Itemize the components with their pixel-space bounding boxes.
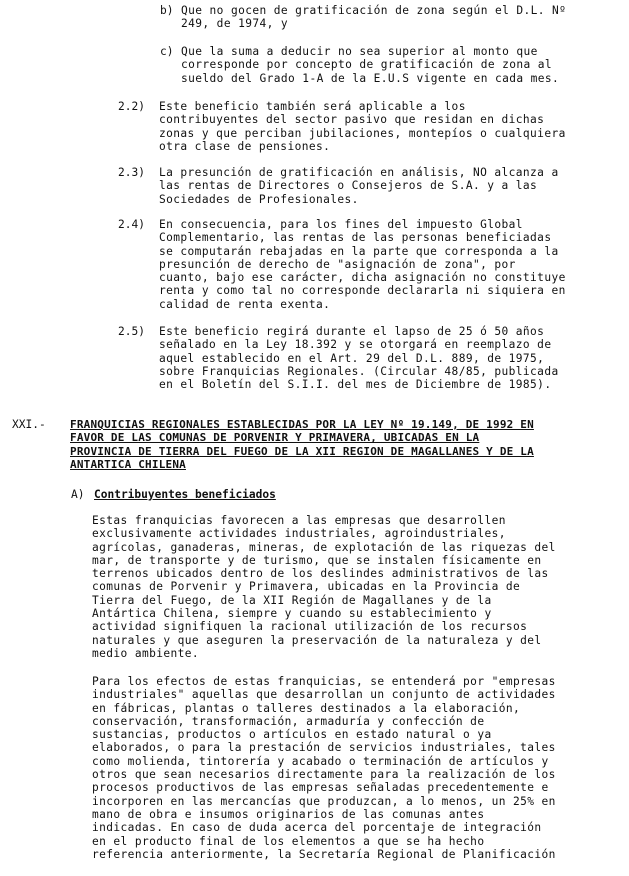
heading-line: FAVOR DE LAS COMUNAS DE PORVENIR Y PRIMAVERA, UBICADAS EN LA <box>70 431 480 445</box>
text-line: sustancias, productos o artículos en estado natural o ya <box>92 728 492 742</box>
heading-line: PROVINCIA DE TIERRA DEL FUEGO DE LA XII REGION DE MAGALLANES Y DE LA <box>70 444 534 458</box>
item-label-2-5: 2.5) <box>118 325 145 338</box>
text-line: presunción de derecho de "asignación de zona", por <box>159 257 516 271</box>
text-line: mano de obra e insumos originarios de las comunas antes <box>92 807 485 821</box>
text-line: otros que sean necesarios directamente para la realización de los <box>92 768 556 782</box>
subheading-label: A) <box>71 488 85 501</box>
text-line: Estas franquicias favorecen a las empresas que desarrollen <box>92 514 506 527</box>
text-line: actividad signifiquen la racional utilización de los recursos <box>92 620 528 634</box>
heading-line: FRANQUICIAS REGIONALES ESTABLECIDAS POR LA LEY Nº 19.149, DE 1992 EN <box>70 418 534 431</box>
text-line: Que no gocen de gratificación de zona según el D.L. Nº <box>181 4 567 17</box>
text-line: calidad de renta exenta. <box>159 297 331 311</box>
item-2-3-text <box>159 166 559 206</box>
text-line: en el Boletín del S.I.I. del mes de Diciembre de 1985). <box>159 378 552 392</box>
text-line: sueldo del Grado 1-A de la E.U.S vigente en cada mes. <box>181 71 560 85</box>
item-label-2-3: 2.3) <box>118 166 145 179</box>
text-line: comunas de Porvenir y Primavera, ubicadas en la Provincia de <box>92 580 521 594</box>
text-line: Este beneficio también será aplicable a los <box>159 100 466 113</box>
text-line: mar, de transporte y de turismo, que se instalen físicamente en <box>92 553 542 567</box>
text-line: se computarán rebajadas en la parte que corresponda a la <box>159 244 559 258</box>
text-line: aquel establecido en el Art. 29 del D.L. 889, de 1975, <box>159 351 545 365</box>
text-line: como molienda, tintorería y acabado o terminación de artículos y <box>92 754 549 768</box>
item-2-2-text <box>159 100 566 153</box>
section-number: XXI.- <box>12 418 46 431</box>
text-line: sobre Franquicias Regionales. (Circular 48/85, publicada <box>159 364 559 378</box>
text-line: incorporen en las mercancías que produzcan, a lo menos, un 25% en <box>92 794 556 808</box>
section-heading <box>70 418 534 471</box>
item-label-2-2: 2.2) <box>118 100 145 113</box>
text-line: señalado en la Ley 18.392 y se otorgará en reemplazo de <box>159 338 552 352</box>
text-line: las rentas de Directores o Consejeros de S.A. y a las <box>159 179 538 193</box>
item-label-2-4: 2.4) <box>118 218 145 231</box>
item-c-text <box>181 45 559 85</box>
item-label-c: c) <box>160 45 174 58</box>
text-line: corresponde por concepto de gratificación de zona al <box>181 58 553 72</box>
text-line: Antártica Chilena, siempre y cuando su establecimiento y <box>92 607 492 621</box>
heading-line: ANTARTICA CHILENA <box>70 457 186 471</box>
text-line: La presunción de gratificación en análisis, NO alcanza a <box>159 166 559 179</box>
text-line: agrícolas, ganaderas, mineras, de explotación de las riquezas del <box>92 540 556 554</box>
item-2-5-text <box>159 325 559 391</box>
text-line: Para los efectos de estas franquicias, se entenderá por "empresas <box>92 675 556 688</box>
text-line: Complementario, las rentas de las personas beneficiadas <box>159 231 552 245</box>
text-line: conservación, transformación, armaduría y confección de <box>92 714 485 728</box>
text-line: zonas y que perciban jubilaciones, montepíos o cualquiera <box>159 126 566 140</box>
subheading-title: Contribuyentes beneficiados <box>94 488 276 501</box>
text-line: indicadas. En caso de duda acerca del porcentaje de integración <box>92 821 542 835</box>
paragraph-2 <box>92 675 556 861</box>
text-line: exclusivamente actividades industriales, agroindustriales, <box>92 527 506 541</box>
text-line: procesos productivos de las empresas señaladas precedentemente e <box>92 781 549 795</box>
text-line: elaborados, o para la prestación de servicios industriales, tales <box>92 741 556 755</box>
text-line: cuanto, bajo ese carácter, dicha asignación no constituye <box>159 271 566 285</box>
text-line: medio ambiente. <box>92 646 200 660</box>
text-line: en el producto final de los elementos a que se ha hecho <box>92 834 485 848</box>
text-line: contribuyentes del sector pasivo que residan en dichas <box>159 113 545 127</box>
text-line: renta y como tal no corresponde declararla ni siquiera en <box>159 284 566 298</box>
text-line: Tierra del Fuego, de la XII Región de Magallanes y de la <box>92 593 492 607</box>
text-line: Que la suma a deducir no sea superior al monto que <box>181 45 538 58</box>
text-line: terrenos ubicados dentro de los deslindes administrativos de las <box>92 567 549 581</box>
text-line: referencia anteriormente, la Secretaría Regional de Planificación <box>92 847 556 861</box>
text-line: industriales" aquellas que desarrollan un conjunto de actividades <box>92 688 556 702</box>
text-line: naturales y que aseguren la preservación de la naturaleza y del <box>92 633 542 647</box>
text-line: Este beneficio regirá durante el lapso de 25 ó 50 años <box>159 325 545 338</box>
item-b-text <box>181 4 566 31</box>
item-2-4-text <box>159 218 566 311</box>
paragraph-1 <box>92 514 556 660</box>
text-line: Sociedades de Profesionales. <box>159 192 359 206</box>
text-line: en fábricas, plantas o talleres destinados a la elaboración, <box>92 701 521 715</box>
text-line: otra clase de pensiones. <box>159 139 331 153</box>
text-line: En consecuencia, para los fines del impuesto Global <box>159 218 523 231</box>
item-label-b: b) <box>160 4 174 17</box>
text-line: 249, de 1974, y <box>181 17 289 31</box>
